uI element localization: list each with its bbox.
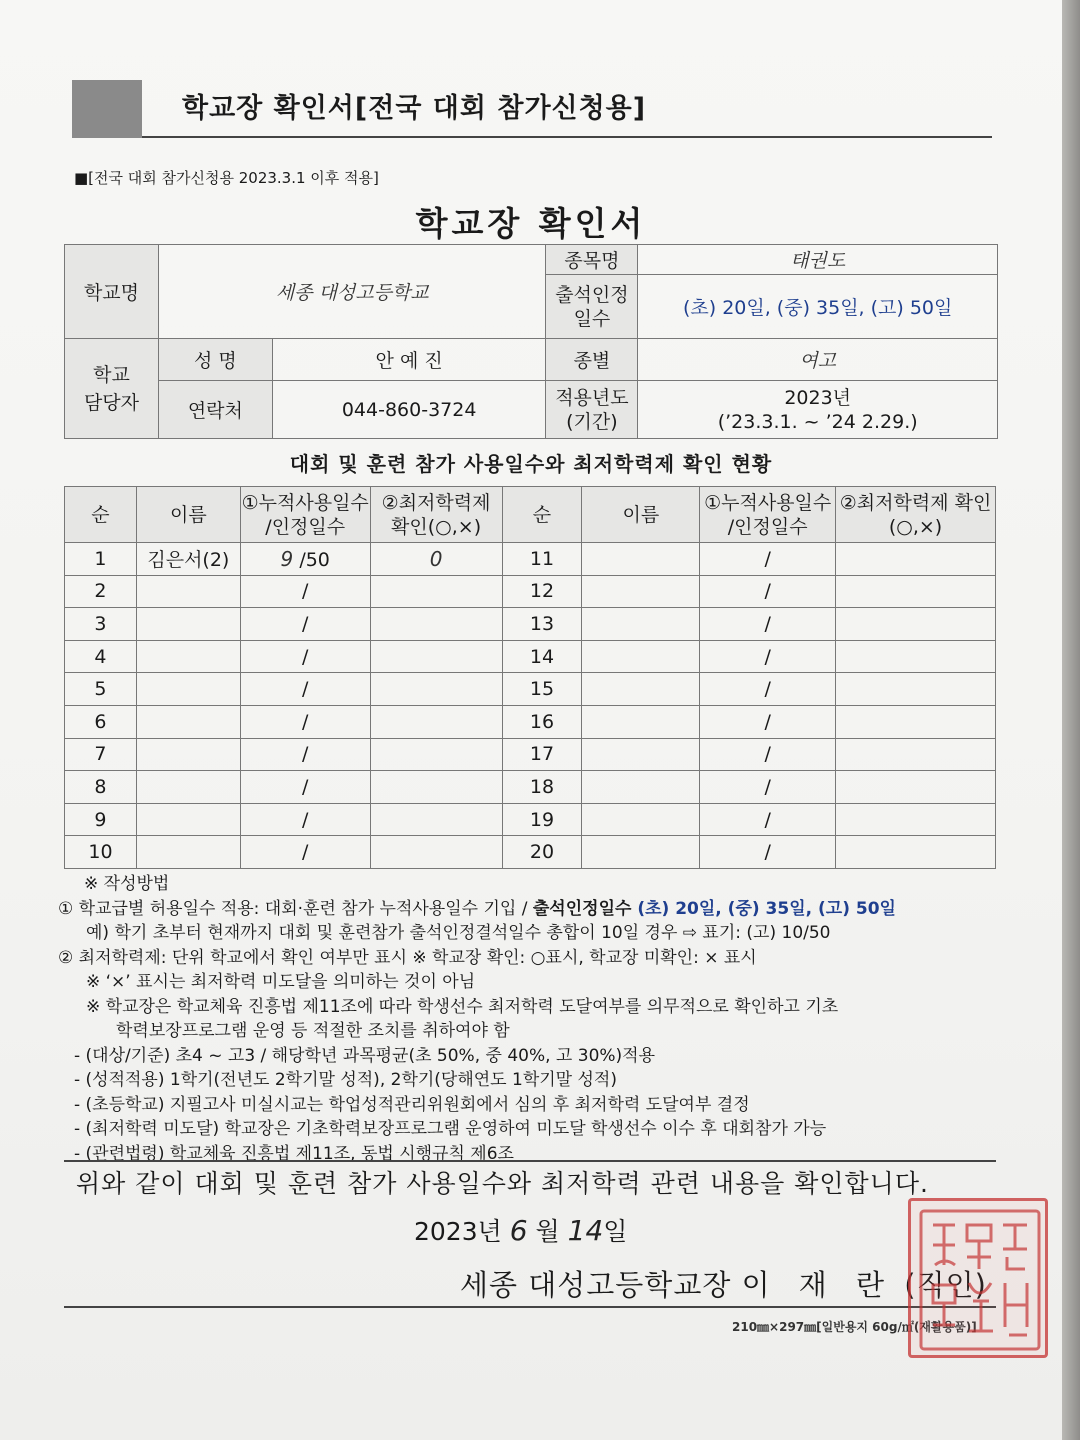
- row-no: 13: [502, 608, 582, 641]
- row-name: [136, 836, 240, 869]
- info-table: [64, 244, 998, 439]
- table-row: [65, 705, 996, 738]
- issue-date: [414, 1212, 627, 1248]
- row-no: 10: [65, 836, 137, 869]
- note-1: [58, 897, 1018, 922]
- row-check: [370, 738, 502, 771]
- row-days-sep: /: [700, 673, 836, 706]
- row-no: 4: [65, 640, 137, 673]
- table-row: [65, 640, 996, 673]
- row-name: [582, 836, 700, 869]
- date-month: 6: [509, 1214, 528, 1247]
- status-table-body: [65, 543, 996, 869]
- row-days-sep: /: [240, 771, 370, 804]
- row-no: 6: [65, 705, 137, 738]
- row-name: [582, 738, 700, 771]
- header-days-left: ①누적사용일수 /인정일수: [240, 487, 370, 543]
- row-no: 15: [502, 673, 582, 706]
- row-days-sep: /: [240, 738, 370, 771]
- year-period: (’23.3.1. ~ ’24 2.29.): [717, 410, 918, 433]
- status-table: [64, 486, 996, 869]
- row-name: [582, 640, 700, 673]
- year-label: 적용년도 (기간): [546, 381, 638, 439]
- bullet-4: - (최저학력 미도달) 학교장은 기초학력보장프로그램 운영하여 미도달 학생선수 이수 후 대회참가 가능: [74, 1119, 827, 1139]
- type-value: 여고: [638, 339, 998, 381]
- header-check-right: ②최저학력제 확인(○,×): [836, 487, 996, 543]
- bullet-1: - (대상/기준) 초4 ~ 고3 / 해당학년 과목평균(초 50%, 중 40%, 고 30%)적용: [74, 1045, 656, 1066]
- row-check: [836, 738, 996, 771]
- header-name-left: 이름: [136, 487, 240, 543]
- contact-label: 연락처: [158, 381, 272, 439]
- event-label: 종목명: [546, 245, 638, 275]
- table-row: [65, 673, 996, 706]
- row-check: [370, 673, 502, 706]
- row-days-sep: /: [240, 575, 370, 608]
- note-1-days: (초) 20일, (중) 35일, (고) 50일: [631, 898, 896, 919]
- type-label: 종별: [546, 339, 638, 381]
- row-check: [836, 705, 996, 738]
- row-name: [136, 673, 240, 706]
- seal-glyphs-icon: [911, 1201, 1051, 1361]
- row-name: [582, 803, 700, 836]
- divider-bottom: [64, 1306, 996, 1308]
- contact-value: 044-860-3724: [272, 381, 546, 439]
- table-row: [65, 575, 996, 608]
- row-check: [836, 640, 996, 673]
- row-days-sep: /: [240, 673, 370, 706]
- row-name: [136, 640, 240, 673]
- section-title: 대회 및 훈련 참가 사용일수와 최저학력제 확인 현황: [289, 452, 773, 476]
- row-days-sep: /: [700, 543, 836, 576]
- row-no: 3: [65, 608, 137, 641]
- bullet-5: - (관련법령) 학교체육 진흥법 제11조, 동법 시행규칙 제6조: [74, 1143, 514, 1164]
- note-1-text: ① 학교급별 허용일수 적용: 대회·훈련 참가 누적사용일수 기입 /: [58, 898, 533, 919]
- row-check: [370, 608, 502, 641]
- row-check: [370, 640, 502, 673]
- table-row: [65, 803, 996, 836]
- row-no: 8: [65, 771, 137, 804]
- header-no-right: 순: [502, 487, 582, 543]
- row-no: 7: [65, 738, 137, 771]
- row-no: 2: [65, 575, 137, 608]
- row-days-sep: /: [700, 705, 836, 738]
- date-day: 14: [567, 1214, 604, 1247]
- row-days-sep: /: [700, 771, 836, 804]
- notes-heading: ※ 작성방법: [84, 874, 170, 894]
- event-value: 태권도: [638, 245, 998, 275]
- paper-spec: 210㎜×297㎜[일반용지 60g/㎡(재활용품)]: [732, 1320, 977, 1334]
- table-row: [65, 738, 996, 771]
- row-no: 5: [65, 673, 137, 706]
- writing-instructions: [58, 872, 1018, 1166]
- row-name: [136, 705, 240, 738]
- table-row: [65, 836, 996, 869]
- row-no: 17: [502, 738, 582, 771]
- signer-name: 이 재 란: [741, 1268, 895, 1302]
- divider-top: [64, 1160, 996, 1162]
- attendance-label: 출석인정 일수: [546, 275, 638, 339]
- header-gray-block: [72, 80, 142, 138]
- row-check: [836, 836, 996, 869]
- bullet-2: - (성적적용) 1학기(전년도 2학기말 성적), 2학기(당해연도 1학기말 성적): [74, 1070, 617, 1090]
- name-label: 성 명: [158, 339, 272, 381]
- school-label: 학교명: [65, 245, 159, 339]
- table-row: [65, 771, 996, 804]
- row-no: 9: [65, 803, 137, 836]
- table-row: [65, 543, 996, 576]
- row-days-sep: /: [240, 836, 370, 869]
- row-days-sep: /: [700, 803, 836, 836]
- attendance-value: (초) 20일, (중) 35일, (고) 50일: [638, 275, 998, 339]
- page-edge-shadow: [1062, 0, 1080, 1440]
- row-no: 20: [502, 836, 582, 869]
- row-days-sep: /: [240, 803, 370, 836]
- row-name: [136, 738, 240, 771]
- row-days-sep: /: [700, 608, 836, 641]
- date-month-unit: 월: [535, 1217, 560, 1246]
- row-used-days: 9: [280, 546, 294, 571]
- row-check: 0: [370, 543, 502, 576]
- row-days-sep: /: [700, 640, 836, 673]
- row-name: [582, 608, 700, 641]
- table-row: [65, 608, 996, 641]
- confirmation-text: 위와 같이 대회 및 훈련 참가 사용일수와 최저학력 관련 내용을 확인합니다.: [76, 1169, 929, 1198]
- row-days-sep: /: [700, 738, 836, 771]
- row-check: [370, 771, 502, 804]
- row-no: 16: [502, 705, 582, 738]
- row-days-sep: /: [240, 608, 370, 641]
- row-check: [370, 705, 502, 738]
- row-name: [136, 771, 240, 804]
- header-days-right: ①누적사용일수 /인정일수: [700, 487, 836, 543]
- row-name: [582, 771, 700, 804]
- row-check: [836, 803, 996, 836]
- header-name-right: 이름: [582, 487, 700, 543]
- row-name: [136, 803, 240, 836]
- row-name: [136, 575, 240, 608]
- official-seal-icon: [908, 1198, 1048, 1358]
- row-name: [136, 608, 240, 641]
- row-no: 18: [502, 771, 582, 804]
- row-no: 12: [502, 575, 582, 608]
- row-days-sep: /50: [299, 548, 330, 571]
- row-name: [582, 705, 700, 738]
- year-value: 2023년: [784, 386, 852, 409]
- note-3: ※ ‘×’ 표시는 최저학력 미도달을 의미하는 것이 아님: [86, 972, 476, 992]
- row-days-sep: /: [700, 575, 836, 608]
- row-days: [240, 543, 370, 576]
- seal-note: (직인): [904, 1268, 987, 1302]
- row-no: 14: [502, 640, 582, 673]
- applicability-note: ■[전국 대회 참가신청용 2023.3.1 이후 적용]: [74, 169, 379, 187]
- header-no-left: 순: [65, 487, 137, 543]
- note-4: ※ 학교장은 학교체육 진흥법 제11조에 따라 학생선수 최저학력 도달여부를 의무적으로 확인하고 기초: [86, 996, 839, 1017]
- note-1-bold: 출석인정일수: [532, 898, 632, 919]
- row-days-sep: /: [240, 640, 370, 673]
- row-check: [836, 575, 996, 608]
- row-no: 19: [502, 803, 582, 836]
- manager-name: 안 예 진: [272, 339, 546, 381]
- row-days-sep: /: [700, 836, 836, 869]
- header-band: [72, 80, 992, 138]
- header-check-left: ②최저학력제 확인(○,×): [370, 487, 502, 543]
- note-1-example: 예) 학기 초부터 현재까지 대회 및 훈련참가 출석인정결석일수 총합이 10일 경우 ⇨ 표기: (고) 10/50: [86, 923, 831, 943]
- row-check: [836, 608, 996, 641]
- bullet-3: - (초등학교) 지필고사 미실시교는 학업성적관리위원회에서 심의 후 최저학력 도달여부 결정: [74, 1094, 750, 1115]
- row-name: [582, 575, 700, 608]
- row-check: [370, 575, 502, 608]
- school-name: 세종 대성고등학교: [158, 245, 546, 339]
- document-title: 학교장 확인서: [415, 204, 647, 243]
- manager-label: 학교 담당자: [65, 339, 159, 439]
- row-no: 11: [502, 543, 582, 576]
- date-day-unit: 일: [603, 1217, 628, 1246]
- note-4-cont: 학력보장프로그램 운영 등 적절한 조치를 취하여야 함: [116, 1021, 510, 1041]
- row-check: [370, 836, 502, 869]
- row-check: [370, 803, 502, 836]
- row-check: [836, 543, 996, 576]
- row-no: 1: [65, 543, 137, 576]
- row-days-sep: /: [240, 705, 370, 738]
- row-name: [582, 673, 700, 706]
- row-name: [582, 543, 700, 576]
- row-name: 김은서(2): [136, 543, 240, 576]
- note-2: ② 최저학력제: 단위 학교에서 확인 여부만 표시 ※ 학교장 확인: ○표시, 학교장 미확인: × 표시: [58, 947, 757, 968]
- header-title: 학교장 확인서[전국 대회 참가신청용]: [182, 93, 647, 124]
- row-check: [836, 771, 996, 804]
- date-year: 2023년: [414, 1217, 502, 1246]
- year-cell: [638, 381, 998, 439]
- row-check: [836, 673, 996, 706]
- signer-org: 세종 대성고등학교장: [460, 1268, 732, 1302]
